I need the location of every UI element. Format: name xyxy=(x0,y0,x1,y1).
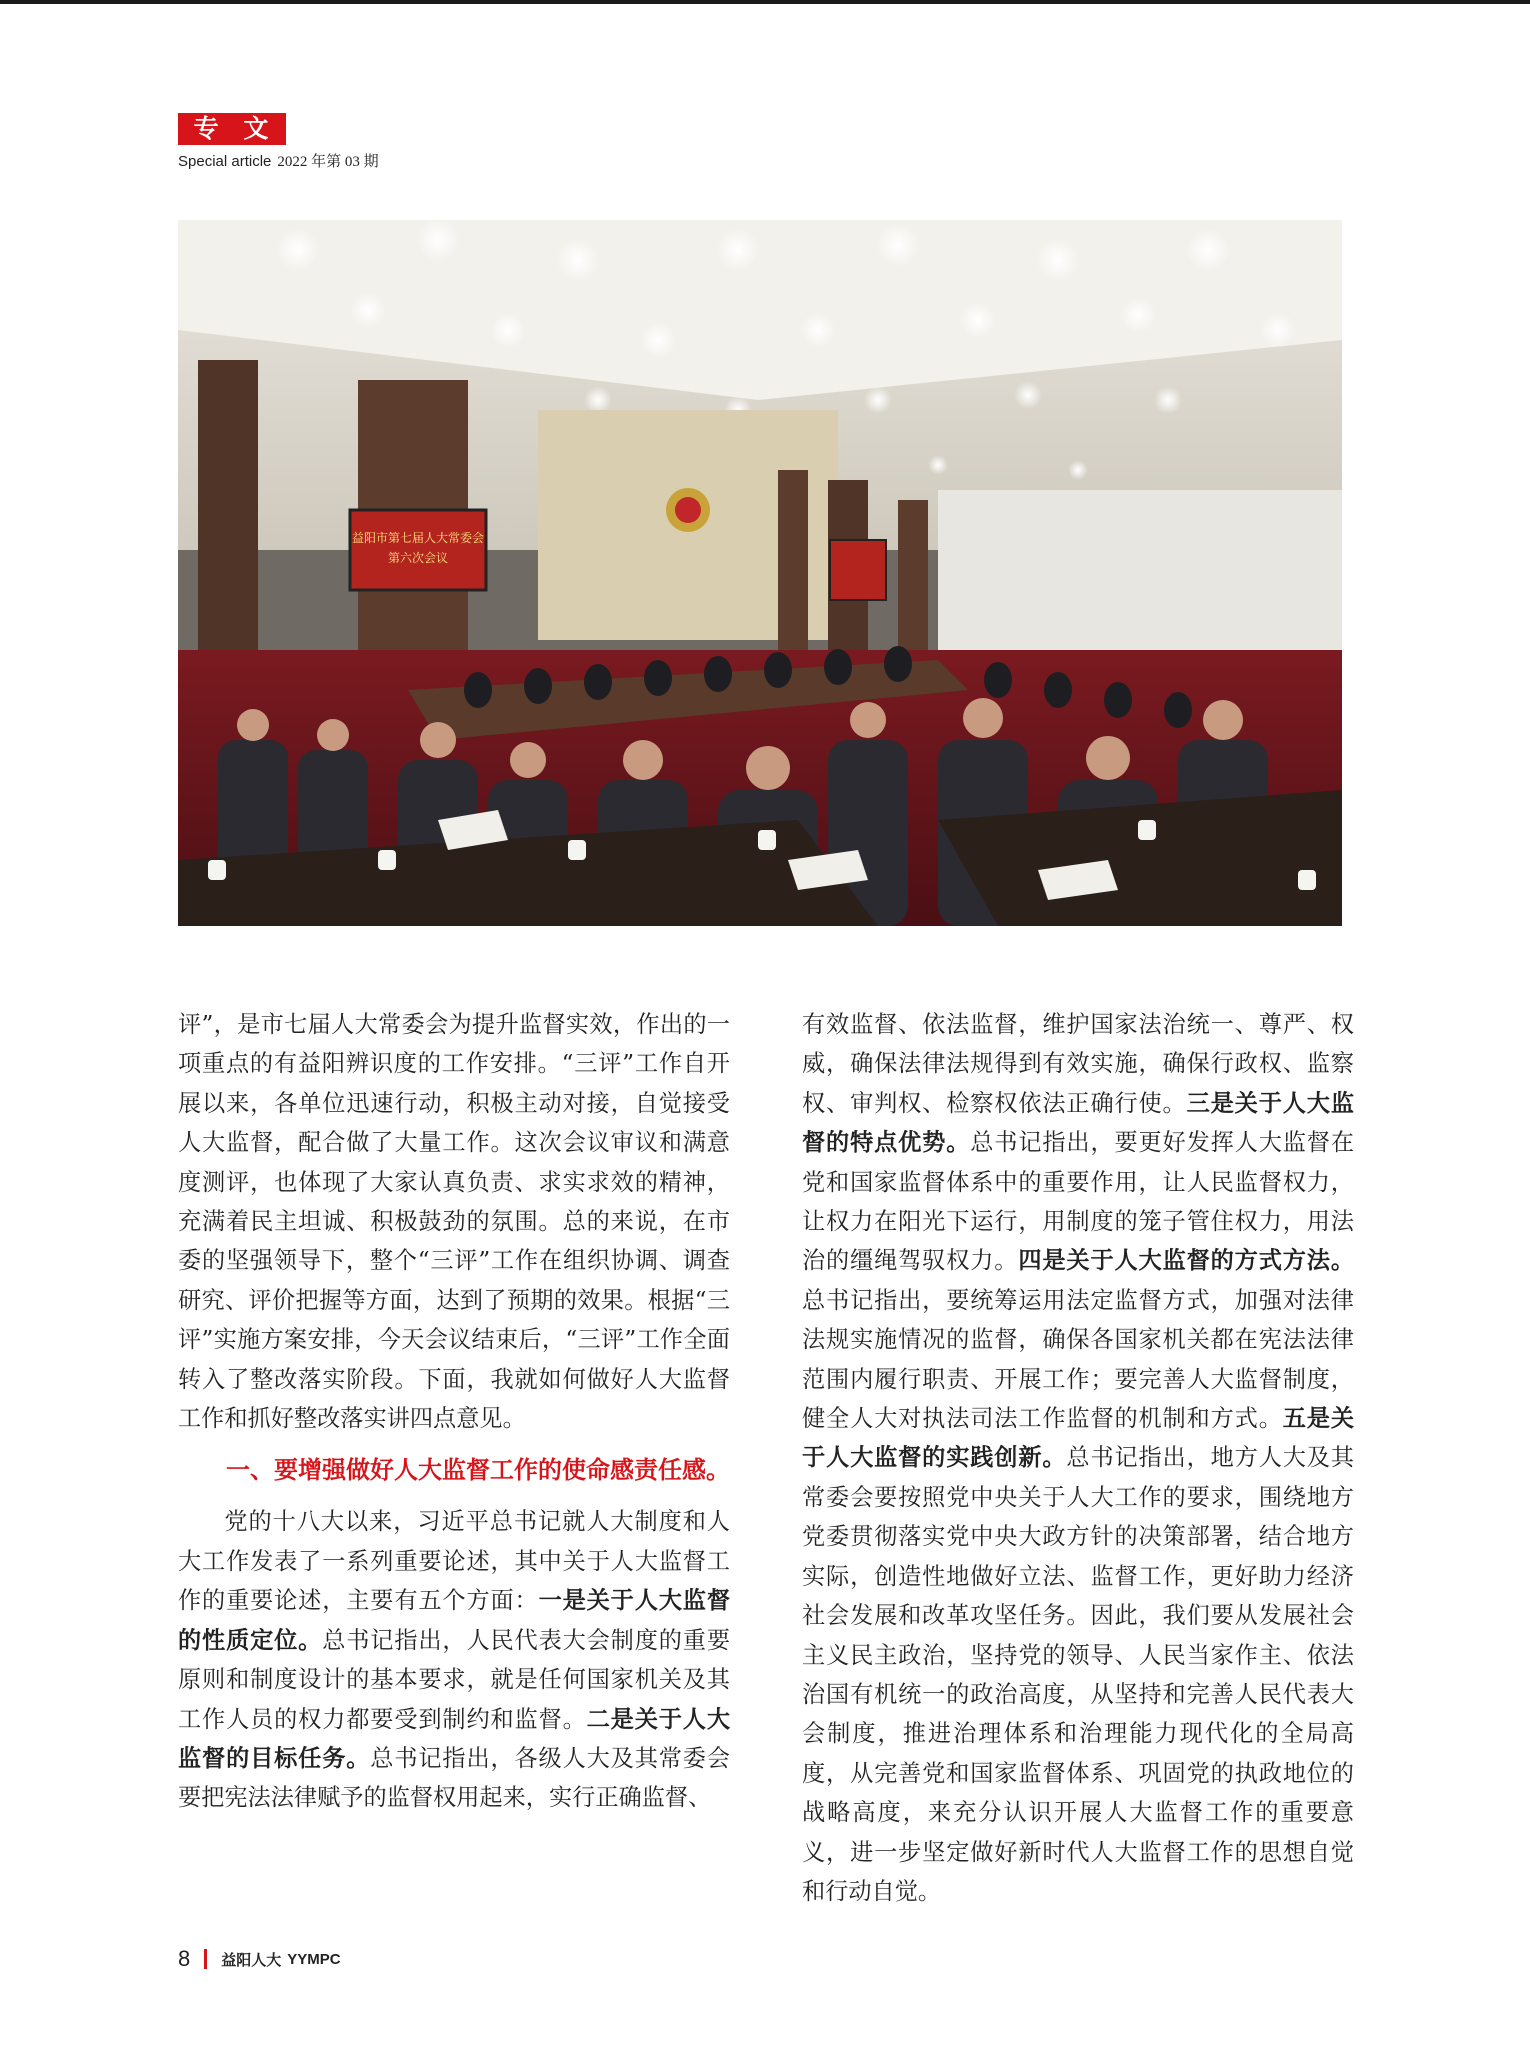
bold-point-3: 三是关于人大监督的特点优势。 xyxy=(802,1089,1355,1157)
section-subtitle xyxy=(178,150,379,171)
paragraph-intro: 评”，是市七届人大常委会为提升监督实效，作出的一项重点的有益阳辨识度的工作安排。“三评”工作自开展以来，各单位迅速行动，积极主动对接，自觉接受人大监督，配合做了大量工作。这次会议审议和满意度测评，也体现了大家认真负责、求实求效的精神，充满着民主坦诚、积极鼓劲的氛围。总的来说，在市委的坚强领导下，整个“三评”工作在组织协调、调查研究、评价把握等方面，达到了预期的效果。根据“三评”实施方案安排，今天会议结束后，“三评”工作全面转入了整改落实阶段。下面，我就如何做好人大监督工作和抓好整改落实讲四点意见。 xyxy=(178,1011,730,1433)
publication-name: 益阳人大 xyxy=(221,1950,282,1969)
text-run: 党的十八大以来，习近平总书记就人大制度和人大工作发表了一系列重要论述，其中关于人大监督工作的重要论述，主要有五个方面： xyxy=(178,1508,730,1615)
text-run: 总书记指出，要更好发挥人大监督在党和国家监督体系中的重要作用，让人民监督权力，让权力在阳光下运行，用制度的笼子管住权力，用法治的缰绳驾驭权力。 xyxy=(802,1129,1355,1275)
issue-number: 2022 年第 03 期 xyxy=(277,154,379,170)
bold-point-2: 二是关于人大监督的目标任务。 xyxy=(178,1705,731,1772)
paragraph-five-aspects xyxy=(178,1502,730,1817)
text-run: 总书记指出，人民代表大会制度的重要原则和制度设计的基本要求，就是任何国家机关及其工作人员的权力都要受到制约和监督。 xyxy=(178,1626,731,1733)
text-run: 总书记指出，要统筹运用法定监督方式，加强对法律法规实施情况的监督，确保各国家机关都在宪法法律范围内履行职责、开展工作；要完善人大监督制度，健全人大对执法司法工作监督的机制和方式。 xyxy=(802,1286,1354,1433)
text-run: 总书记指出，各级人大及其常委会要把宪法法律赋予的监督权用起来，实行正确监督、 xyxy=(178,1744,730,1812)
bold-point-1: 一是关于人大监督的性质定位。 xyxy=(178,1587,731,1654)
bold-point-4: 四是关于人大监督的方式方法。 xyxy=(1018,1247,1355,1275)
article-column-left xyxy=(178,1005,730,1818)
paragraph-continued xyxy=(802,1005,1354,1911)
screen-text-line1: 益阳市第七届人大常委会 xyxy=(351,531,485,545)
page-footer xyxy=(178,1944,341,1974)
text-run: 总书记指出，地方人大及其常委会要按照党中央关于人大工作的要求，围绕地方党委贯彻落实党中央大政方针的决策部署，结合地方实际，创造性地做好立法、监督工作，更好助力经济社会发展和改革攻坚任务。因此，我们要从发展社会主义民主政治，坚持党的领导、人民当家作主、依法治国有机统一的政治高度，从坚持和完善人民代表大会制度，推进治理体系和治理能力现代化的全局高度，从完善党和国家监督体系、巩固党的执政地位的战略高度，来充分认识开展人大监督工作的重要意义，进一步坚定做好新时代人大监督工作的思想自觉和行动自觉。 xyxy=(802,1444,1354,1905)
bold-point-5: 五是关于人大监督的实践创新。 xyxy=(802,1405,1355,1472)
text-run: 有效监督、依法监督，维护国家法治统一、尊严、权威，确保法律法规得到有效实施，确保行政权、监察权、审判权、检察权依法正确行使。 xyxy=(802,1011,1354,1117)
section-heading-1: 一、要增强做好人大监督工作的使命感责任感。 xyxy=(226,1456,730,1485)
section-english: Special article xyxy=(178,153,272,170)
publication-name-en: YYMPC xyxy=(287,1950,341,1968)
meeting-photo xyxy=(178,220,1342,926)
screen-text-line2: 第六次会议 xyxy=(387,551,449,565)
top-rule xyxy=(0,0,1530,4)
page-number: 8 xyxy=(178,1946,191,1971)
footer-divider xyxy=(204,1949,207,1969)
section-badge: 专 文 xyxy=(178,113,286,145)
article-column-right xyxy=(802,1005,1354,1911)
